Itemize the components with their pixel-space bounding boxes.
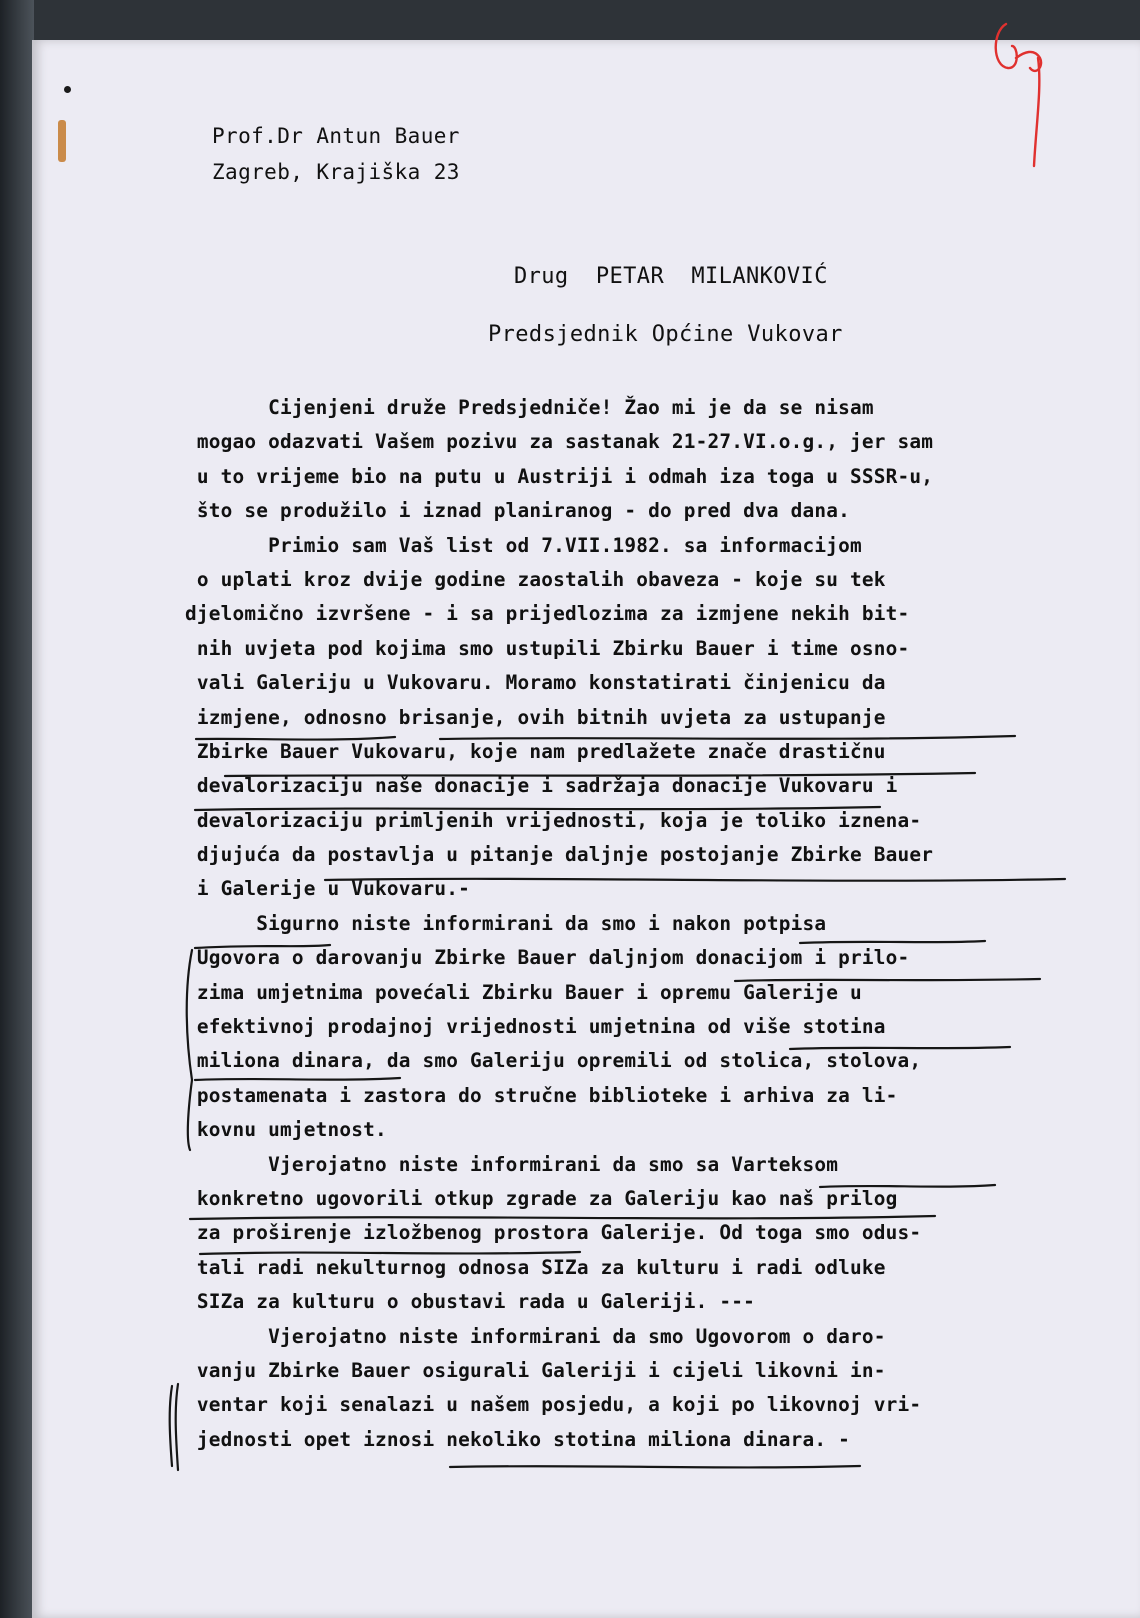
body-line: Cijenjeni druže Predsjedniče! Žao mi je da se nisam [185,396,874,419]
body-line: zima umjetnima povećali Zbirku Bauer i opremu Galerije u [185,980,862,1004]
body-line: Sigurno niste informirani da smo i nakon potpisa [185,911,827,935]
body-line: ventar koji senalazi u našem posjedu, a koji po likovnoj vri- [185,1393,922,1417]
body-line: djelomično izvršene - i sa prijedlozima za izmjene nekih bit- [185,602,910,626]
body-line: konkretno ugovorili otkup zgrade za Galeriju kao naš prilog [185,1186,898,1210]
body-line: efektivnoj prodajnoj vrijednosti umjetnina od više stotina [185,1015,886,1039]
body-line: Zbirke Bauer Vukovaru, koje nam predlažete znače drastičnu [185,739,886,763]
letter-body [185,391,1085,1457]
body-line: Primio sam Vaš list od 7.VII.1982. sa informacijom [185,533,862,557]
red-handwritten-initials [990,6,1060,176]
body-line: izmjene, odnosno brisanje, ovih bitnih uvjeta za ustupanje [185,705,886,729]
body-line: i Galerije u Vukovaru.- [185,877,470,901]
body-line: Ugovora o darovanju Zbirke Bauer daljnjom donacijom i prilo- [185,946,910,970]
body-line: mogao odazvati Vašem pozivu za sastanak 21-27.VI.o.g., jer sam [185,430,934,454]
body-line: devalorizaciju naše donacije i sadržaja donacije Vukovaru i [185,774,898,798]
recipient-line-1: Drug PETAR MILANKOVIĆ [514,264,828,289]
sender-address: Zagreb, Krajiška 23 [212,160,460,184]
binder-spine [0,0,34,1618]
body-line: djujuća da postavlja u pitanje daljnje postojanje Zbirke Bauer [185,843,934,867]
body-line: Vjerojatno niste informirani da smo sa Varteksom [185,1152,839,1176]
body-line: za proširenje izložbenog prostora Galerije. Od toga smo odus- [185,1221,922,1245]
body-line: SIZa za kulturu o obustavi rada u Galeriji. --- [185,1290,755,1314]
body-line: devalorizaciju primljenih vrijednosti, koja je toliko iznena- [185,808,922,832]
body-line: jednosti opet iznosi nekoliko stotina miliona dinara. - [185,1427,850,1451]
body-line: u to vrijeme bio na putu u Austriji i odmah iza toga u SSSR-u, [185,464,934,488]
body-line: vanju Zbirke Bauer osigurali Galeriji i cijeli likovni in- [185,1358,886,1382]
orange-tab-mark [58,120,66,162]
body-line: nih uvjeta pod kojima smo ustupili Zbirku Bauer i time osno- [185,636,910,660]
body-line: kovnu umjetnost. [185,1118,387,1142]
body-line: o uplati kroz dvije godine zaostalih obaveza - koje su tek [185,567,886,591]
punch-hole-mark [64,86,71,93]
recipient-line-2: Predsjednik Općine Vukovar [488,322,843,347]
body-line: Vjerojatno niste informirani da smo Ugovorom o daro- [185,1324,886,1348]
body-line: tali radi nekulturnog odnosa SIZa za kulturu i radi odluke [185,1255,886,1279]
body-line: vali Galeriju u Vukovaru. Moramo konstatirati činjenicu da [185,671,886,695]
body-line: što se produžilo i iznad planiranog - do pred dva dana. [185,499,850,523]
sender-name: Prof.Dr Antun Bauer [212,124,460,148]
body-line: miliona dinara, da smo Galeriju opremili od stolica, stolova, [185,1049,922,1073]
body-line: postamenata i zastora do stručne biblioteke i arhiva za li- [185,1083,898,1107]
